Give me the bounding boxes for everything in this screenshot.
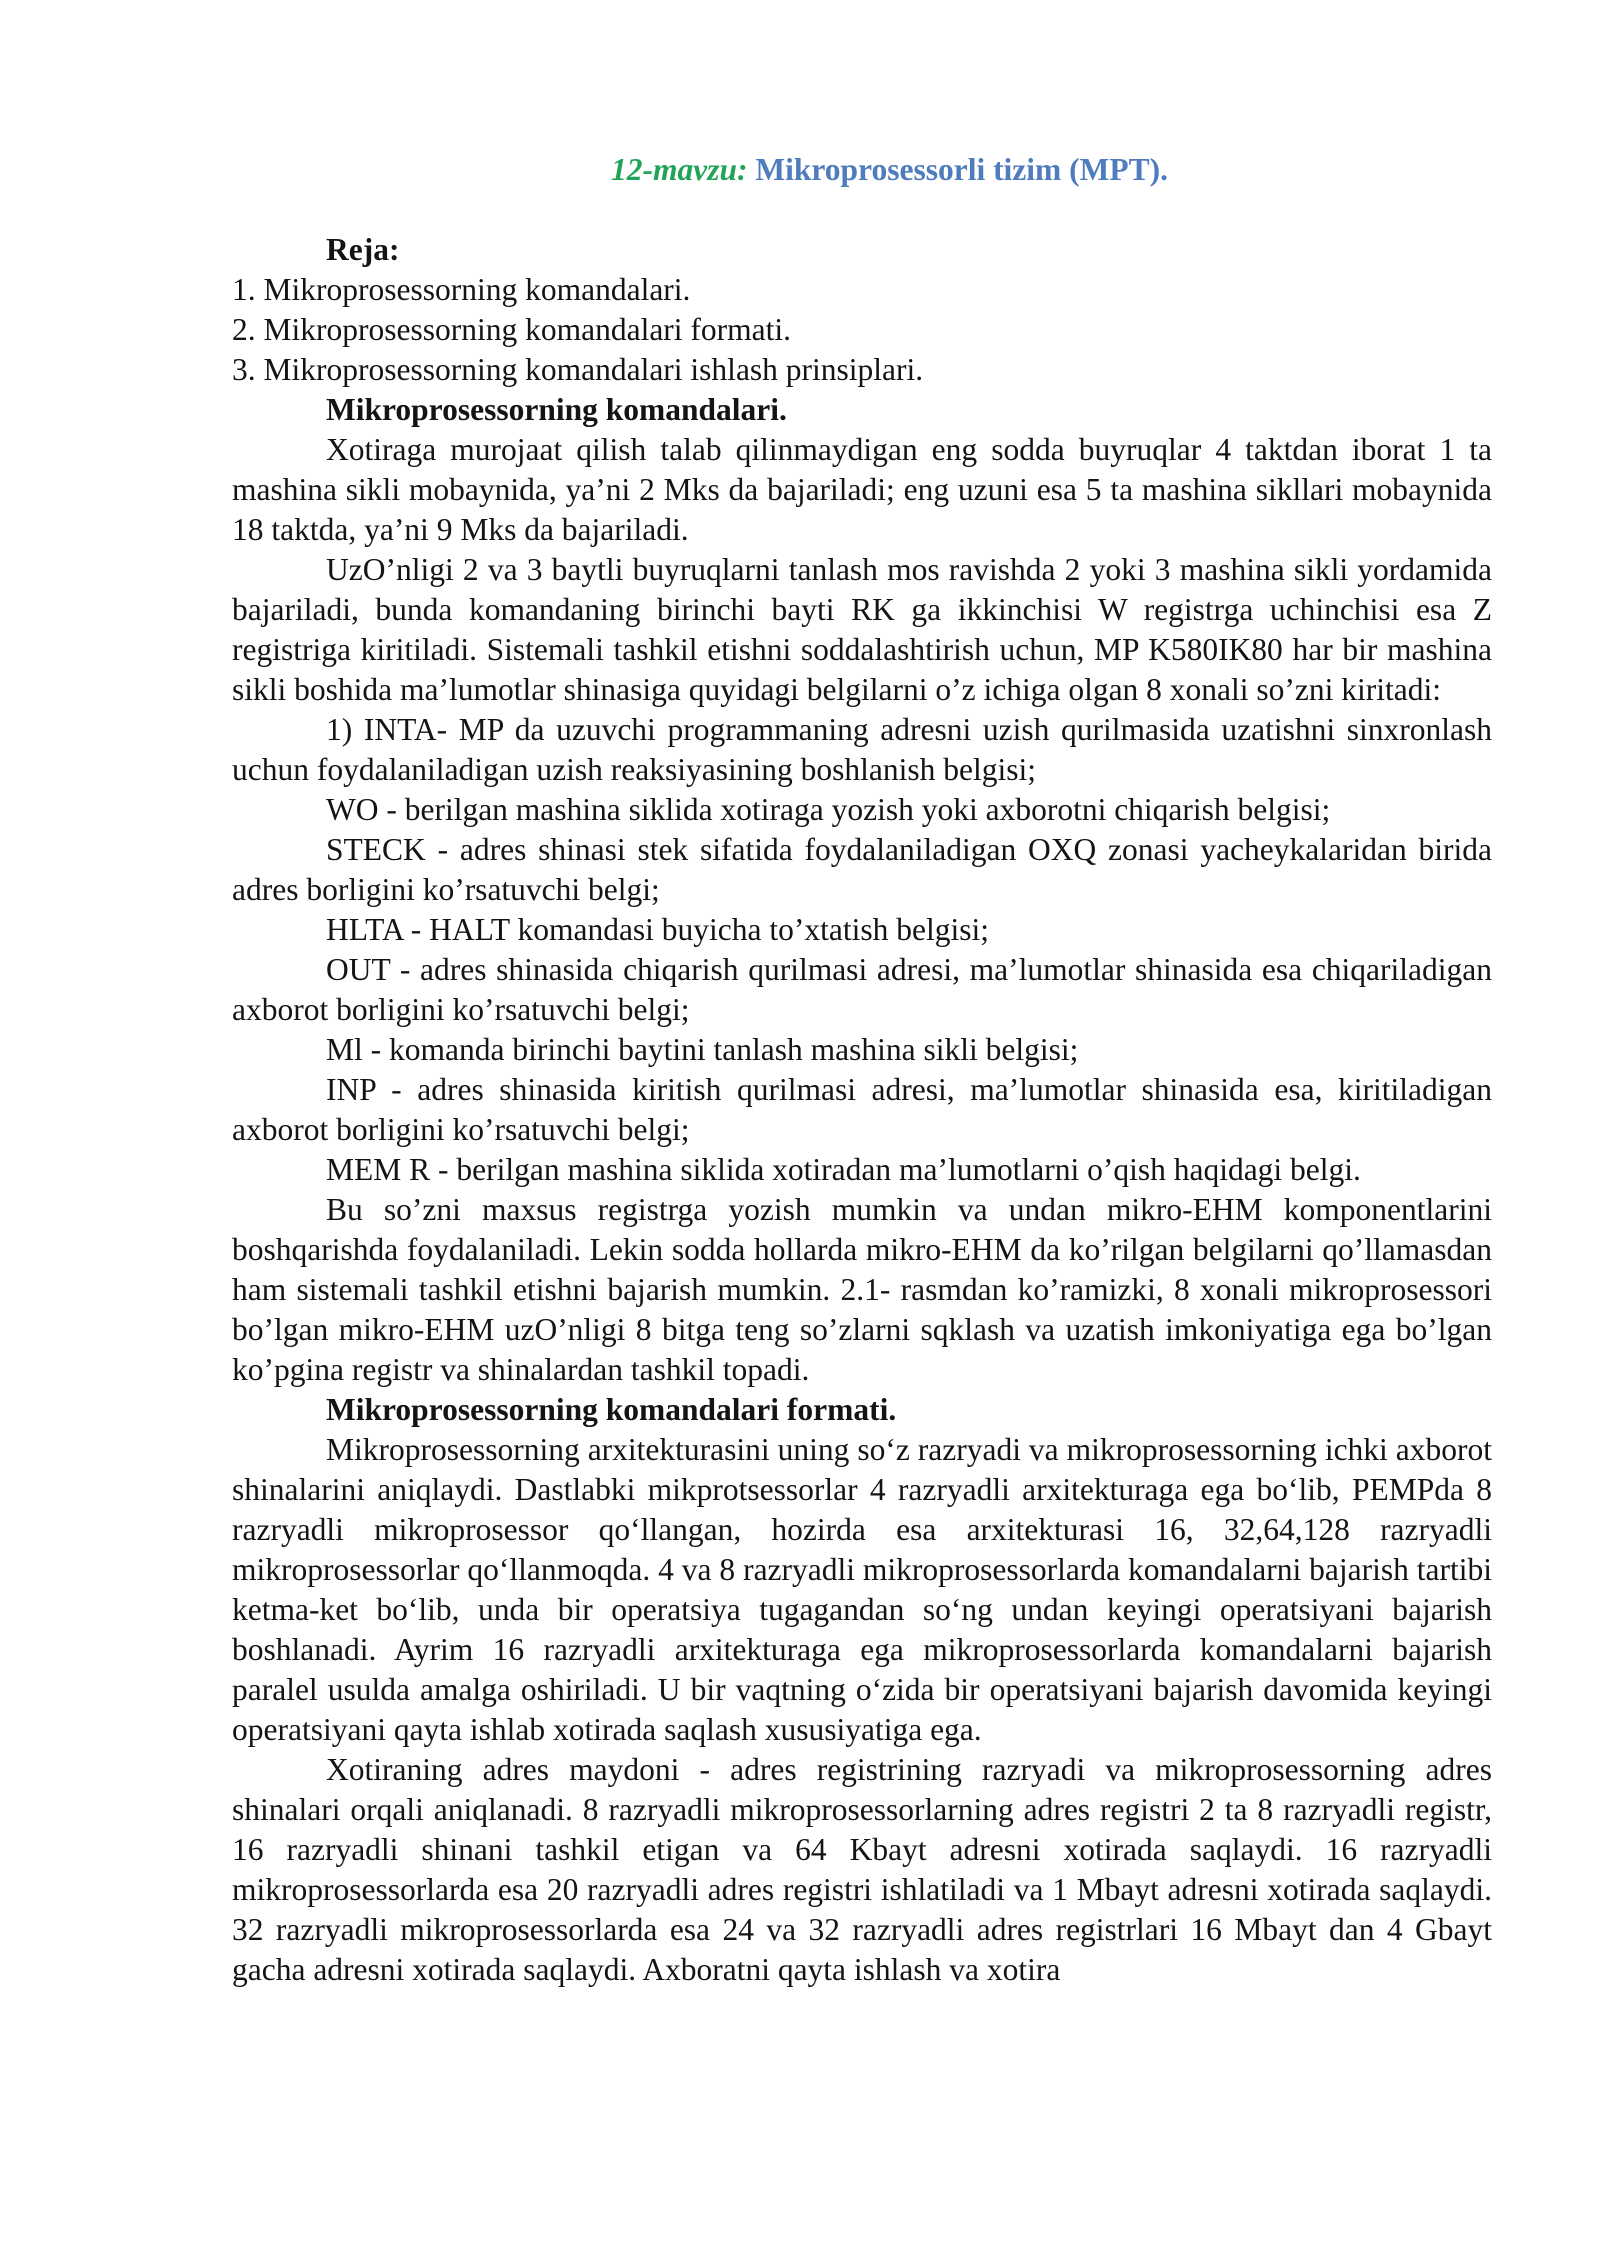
paragraph: Bu so’zni maxsus registrga yozish mumkin va undan mikro-EHM komponentlarini boshqarishda foydalaniladi. Lekin sodda hollarda mikro-EHM da ko’rilgan belgilarni qo’llamasdan ham sistemali tashkil etishni bajarish mumkin. 2.1- rasmdan ko’ramizki, 8 xonali mikroprosessori bo’lgan mikro-EHM uzO’nligi 8 bitga teng so’zlarni sqklash va uzatish imkoniyatiga ega bo’lgan ko’pgina registr va shinalardan tashkil topadi.	[232, 1192, 1492, 1387]
paragraph: STECK - adres shinasi stek sifatida foydalaniladigan OXQ zonasi yacheykalaridan birida adres borligini ko’rsatuvchi belgi;	[232, 832, 1492, 907]
title-text: Mikroprosessorli tizim (MPT).	[755, 152, 1168, 187]
topic-label: 12-mavzu:	[610, 152, 748, 187]
plan-list	[232, 270, 1492, 390]
paragraph: Xotiraga murojaat qilish talab qilinmaydigan eng sodda buyruqlar 4 taktdan iborat 1 ta mashina sikli mobaynida, ya’ni 2 Mks da bajariladi; eng uzuni esa 5 ta mashina sikllari mobaynida 18 taktda, ya’ni 9 Mks da bajariladi.	[232, 432, 1492, 547]
paragraph: INP - adres shinasida kiritish qurilmasi adresi, ma’lumotlar shinasida esa, kiritiladigan axborot borligini ko’rsatuvchi belgi;	[232, 1072, 1492, 1147]
paragraph: UzO’nligi 2 va 3 baytli buyruqlarni tanlash mos ravishda 2 yoki 3 mashina sikli yordamida bajariladi, bunda komandaning birinchi bayti RK ga ikkinchisi W registrga uchinchisi esa Z registriga kiritiladi. Sistemali tashkil etishni soddalashtirish uchun, MP K580IK80 har bir mashina sikli boshida ma’lumotlar shinasiga quyidagi belgilarni o’z ichiga olgan 8 xonali so’zni kiritadi:	[232, 552, 1492, 707]
paragraph: MEM R - berilgan mashina siklida xotiradan ma’lumotlarni o’qish haqidagi belgi.	[326, 1152, 1361, 1187]
paragraph: HLTA - HALT komandasi buyicha to’xtatish belgisi;	[326, 912, 990, 947]
page-title	[232, 150, 1492, 190]
plan-item: 3. Mikroprosessorning komandalari ishlash prinsiplari.	[232, 352, 924, 387]
plan-heading: Reja:	[326, 232, 400, 267]
paragraph: OUT - adres shinasida chiqarish qurilmasi adresi, ma’lumotlar shinasida esa chiqariladigan axborot borligini ko’rsatuvchi belgi;	[232, 952, 1492, 1027]
paragraph: WO - berilgan mashina siklida xotiraga yozish yoki axborotni chiqarish belgisi;	[326, 792, 1331, 827]
plan-item: 2. Mikroprosessorning komandalari formati.	[232, 312, 792, 347]
paragraph: 1) INTA- MP da uzuvchi programmaning adresni uzish qurilmasida uzatishni sinxronlash uchun foydalaniladigan uzish reaksiyasining boshlanish belgisi;	[232, 712, 1492, 787]
document-page	[232, 150, 1492, 1990]
paragraph: Ml - komanda birinchi baytini tanlash mashina sikli belgisi;	[326, 1032, 1079, 1067]
section-heading-commands: Mikroprosessorning komandalari.	[326, 392, 787, 427]
paragraph: Mikroprosessorning arxitekturasini uning so‘z razryadi va mikroprosessorning ichki axborot shinalarini aniqlaydi. Dastlabki mikprotsessorlar 4 razryadli arxitekturaga ega bo‘lib, PEMPda 8 razryadli mikroprosessor qo‘llangan, hozirda esa arxitekturasi 16, 32,64,128 razryadli mikroprosessorlar qo‘llanmoqda. 4 va 8 razryadli mikroprosessorlarda komandalarni bajarish tartibi ketma-ket bo‘lib, unda bir operatsiya tugagandan so‘ng undan keyingi operatsiyani bajarish boshlanadi. Ayrim 16 razryadli arxitekturaga ega mikroprosessorlarda komandalarni bajarish paralel usulda amalga oshiriladi. U bir vaqtning o‘zida bir operatsiyani bajarish davomida keyingi operatsiyani qayta ishlab xotirada saqlash xususiyatiga ega.	[232, 1432, 1492, 1747]
paragraph: Xotiraning adres maydoni - adres registrining razryadi va mikroprosessorning adres shinalari orqali aniqlanadi. 8 razryadli mikroprosessorlarning adres registri 2 ta 8 razryadli registr, 16 razryadli shinani tashkil etigan va 64 Kbayt adresni xotirada saqlaydi. 16 razryadli mikroprosessorlarda esa 20 razryadli adres registri ishlatiladi va 1 Mbayt adresni xotirada saqlaydi. 32 razryadli mikroprosessorlarda esa 24 va 32 razryadli adres registrlari 16 Mbayt dan 4 Gbayt gacha adresni xotirada saqlaydi. Axboratni qayta ishlash va xotira	[232, 1752, 1492, 1987]
plan-item: 1. Mikroprosessorning komandalari.	[232, 272, 691, 307]
section-heading-format: Mikroprosessorning komandalari formati.	[326, 1392, 897, 1427]
